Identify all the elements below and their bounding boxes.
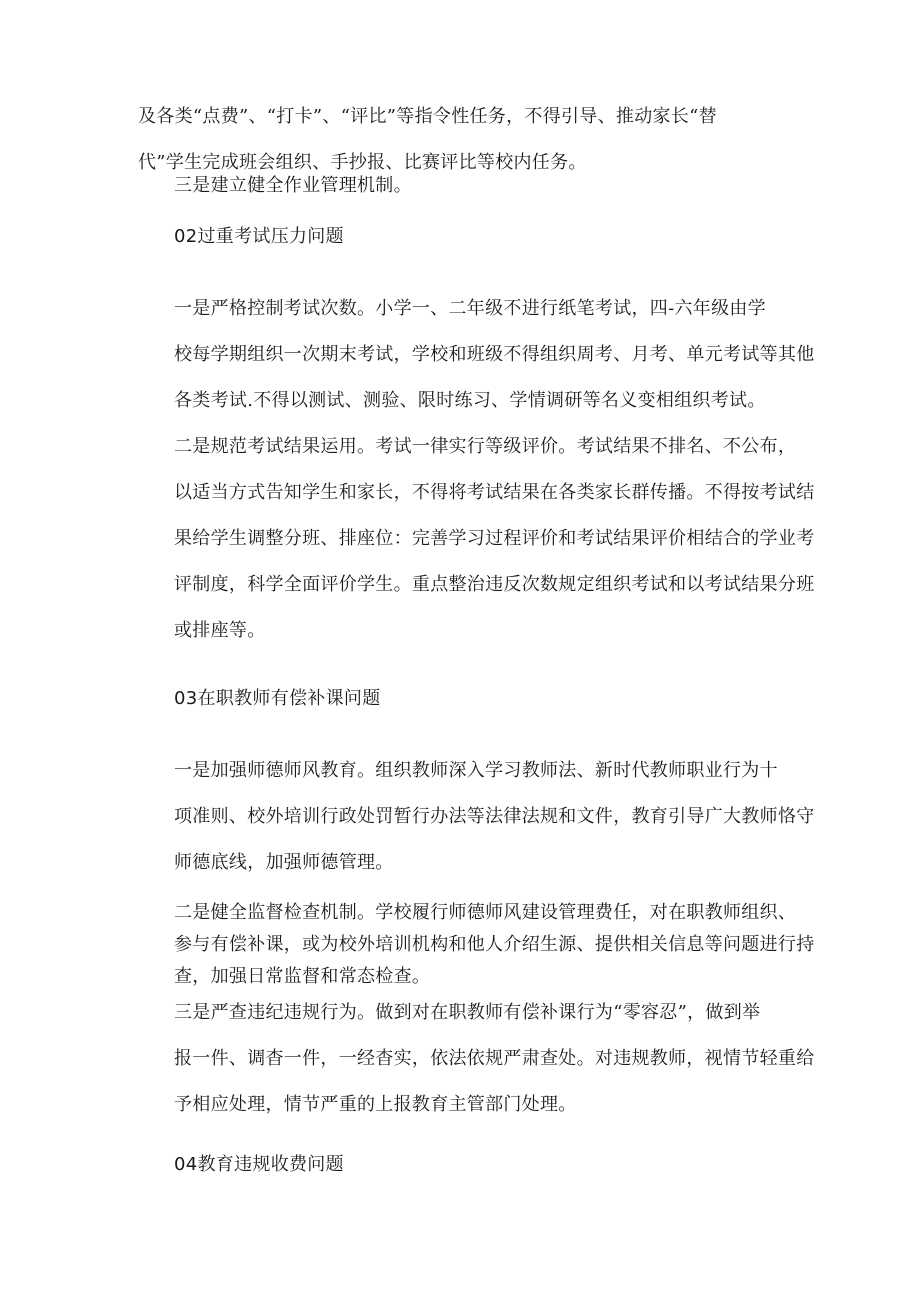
text-line: 予相应处理，情节严重的上报教育主管部门处理。 — [174, 1094, 577, 1115]
text-line: 评制度，科学全面评价学生。重点整治违反次数规定组织考试和以考试结果分班 — [174, 574, 815, 595]
text-line: 二是规范考试结果运用。考试一律实行等级评价。考试结果不排名、不公布， — [174, 436, 797, 457]
text-line: 师德底线，加强师德管理。 — [174, 852, 394, 873]
text-line: 及各类“点费”、“打卡”、“评比”等指令性任务，不得引导、推动家长“替 — [138, 106, 717, 127]
text-line: 一是加强师德师风教育。组织教师深入学习教师法、新时代教师职业行为十 — [174, 760, 778, 781]
paragraph-supervision — [138, 897, 815, 993]
paragraph-teacher-ethics — [138, 748, 815, 886]
text-line: 各类考试.不得以测试、测验、限时练习、学情调研等名义变相组织考试。 — [174, 390, 766, 411]
text-line: 或排座等。 — [174, 620, 266, 641]
text-line: 参与有偿补课，或为校外培训机构和他人介绍生源、提供相关信息等问题进行持 — [174, 934, 815, 955]
text-line: 以适当方式告知学生和家长，不得将考试结果在各类家长群传播。不得按考试结 — [174, 482, 815, 503]
paragraph-exam-frequency — [138, 286, 815, 424]
text-line: 04教育违规收费问题 — [174, 1154, 344, 1175]
text-line: 02过重考试压力问题 — [174, 226, 344, 247]
paragraph-homework-management — [138, 163, 786, 209]
text-line: 三是建立健全作业管理机制。 — [174, 175, 412, 196]
paragraph-exam-results — [138, 424, 815, 654]
paragraph-violations — [138, 990, 815, 1128]
text-line: 03在职教师有偿补课问题 — [174, 688, 381, 709]
section-heading-03 — [138, 676, 786, 722]
text-line: 项准则、校外培训行政处罚暂行办法等法律法规和文件，教育引导广大教师恪守 — [174, 806, 815, 827]
text-line: 代”学生完成班会组织、手抄报、比赛评比等校内任务。 — [138, 152, 587, 173]
section-heading-04 — [138, 1142, 786, 1188]
text-line: 三是严查违纪违规行为。做到对在职教师有偿补课行为“零容忍”，做到举 — [174, 1002, 761, 1023]
section-heading-02 — [138, 214, 786, 260]
text-line: 校每学期组织一次期末考试，学校和班级不得组织周考、月考、单元考试等其他 — [174, 344, 815, 365]
text-line: 一是严格控制考试次数。小学一、二年级不进行纸笔考试，四-六年级由学 — [174, 298, 766, 319]
text-line: 果给学生调整分班、排座位：完善学习过程评价和考试结果评价相结合的学业考 — [174, 528, 815, 549]
text-line: 二是健全监督检查机制。学校履行师德师风建设管理费任，对在职教师组织、 — [174, 902, 797, 923]
text-line: 报一件、调杳一件，一经杳实，依法依规严肃查处。对违规教师，视情节轻重给 — [174, 1048, 815, 1069]
text-line: 查，加强日常监督和常态检查。 — [174, 966, 431, 987]
